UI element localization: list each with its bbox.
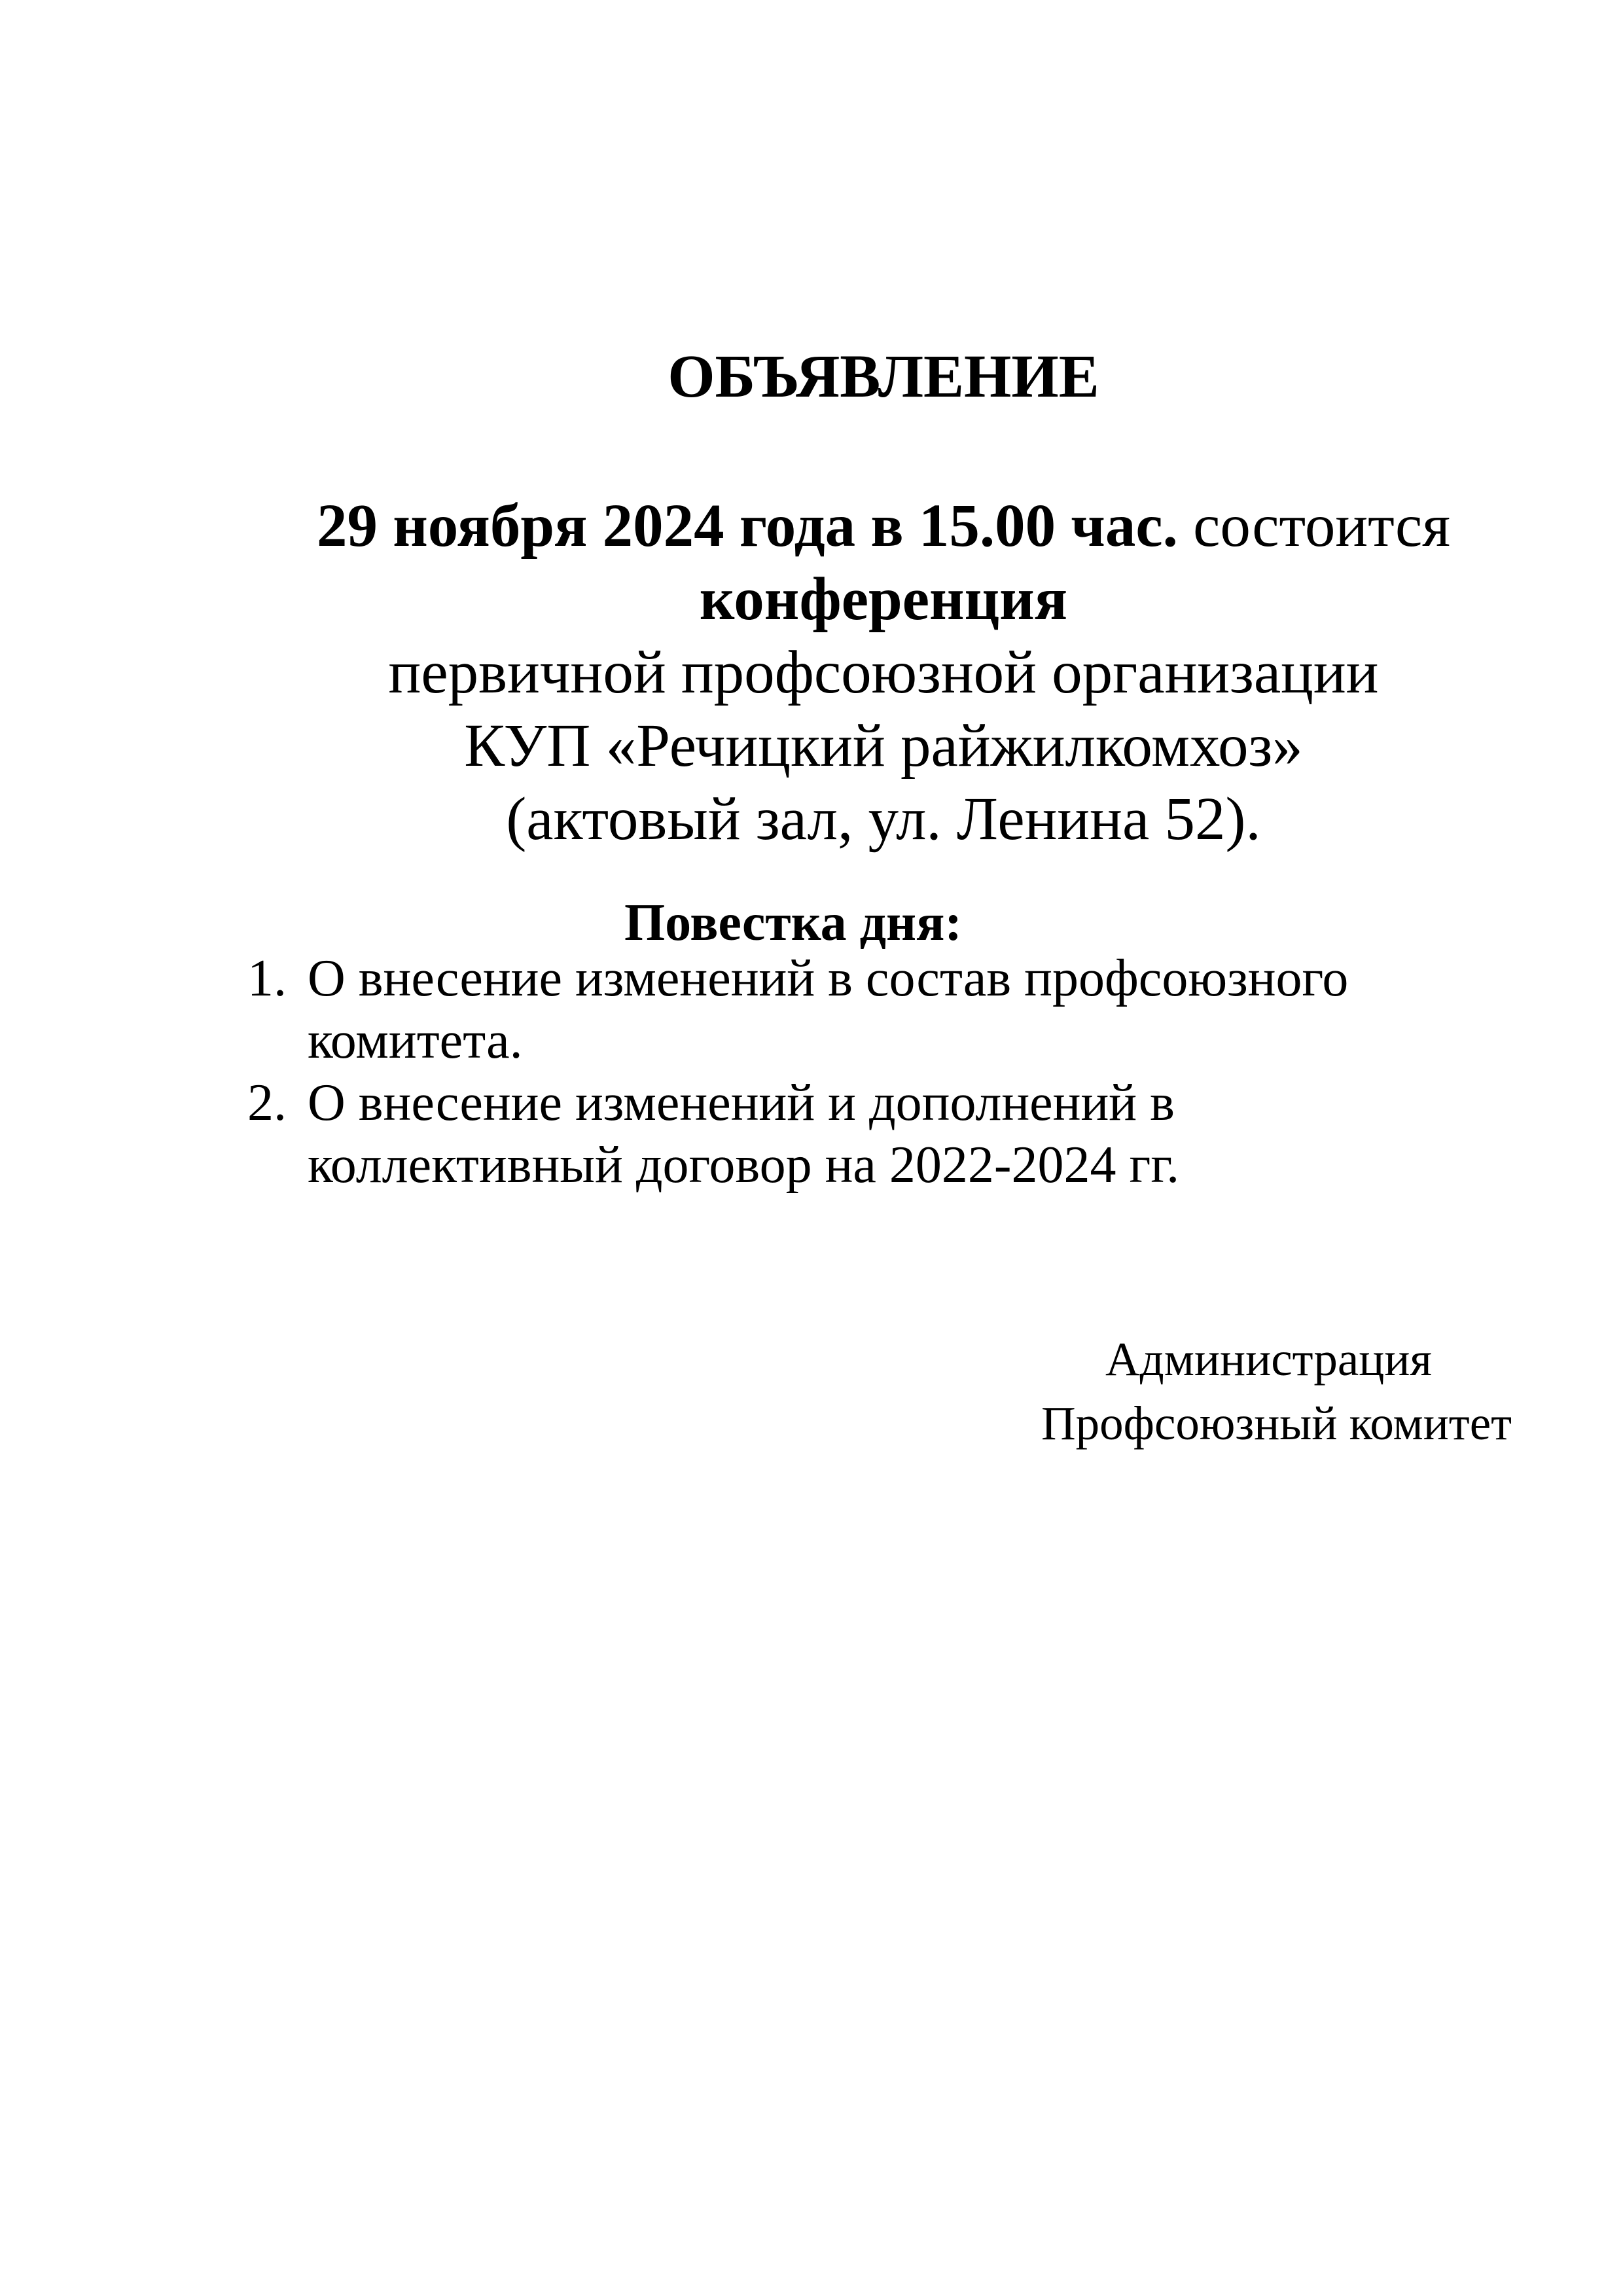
agenda-item-number: 2. — [247, 1074, 287, 1132]
page-title: ОБЪЯВЛЕНИЕ — [668, 343, 1099, 410]
agenda-list — [247, 948, 1491, 1196]
agenda-item-number: 1. — [247, 950, 287, 1007]
agenda-item — [247, 1072, 1491, 1196]
signature-trade-union-committee: Профсоюзный комитет — [1041, 1397, 1512, 1450]
signature-administration: Администрация — [1105, 1333, 1432, 1386]
agenda-item-text-line: О внесение изменений в состав профсоюзного — [308, 950, 1349, 1007]
event-name: конференция — [699, 565, 1068, 633]
agenda-item-text-line: О внесение изменений и дополнений в — [308, 1074, 1175, 1132]
location-line: (актовый зал, ул. Ленина 52). — [506, 785, 1261, 853]
date-time-bold: 29 ноября 2024 года в 15.00 час. — [316, 492, 1178, 560]
agenda-item-text-line: коллективный договор на 2022-2024 гг. — [308, 1136, 1180, 1194]
signature-block — [1041, 1327, 1512, 1456]
company-line: КУП «Речицкий райжилкомхоз» — [464, 712, 1303, 780]
agenda-heading: Повестка дня: — [624, 894, 963, 952]
date-time-rest: состоится — [1177, 492, 1451, 560]
organization-line: первичной профсоюзной организации — [388, 639, 1379, 706]
agenda-item-text-line: комитета. — [308, 1012, 523, 1069]
agenda-item — [247, 948, 1491, 1072]
date-time-line — [0, 490, 1623, 563]
